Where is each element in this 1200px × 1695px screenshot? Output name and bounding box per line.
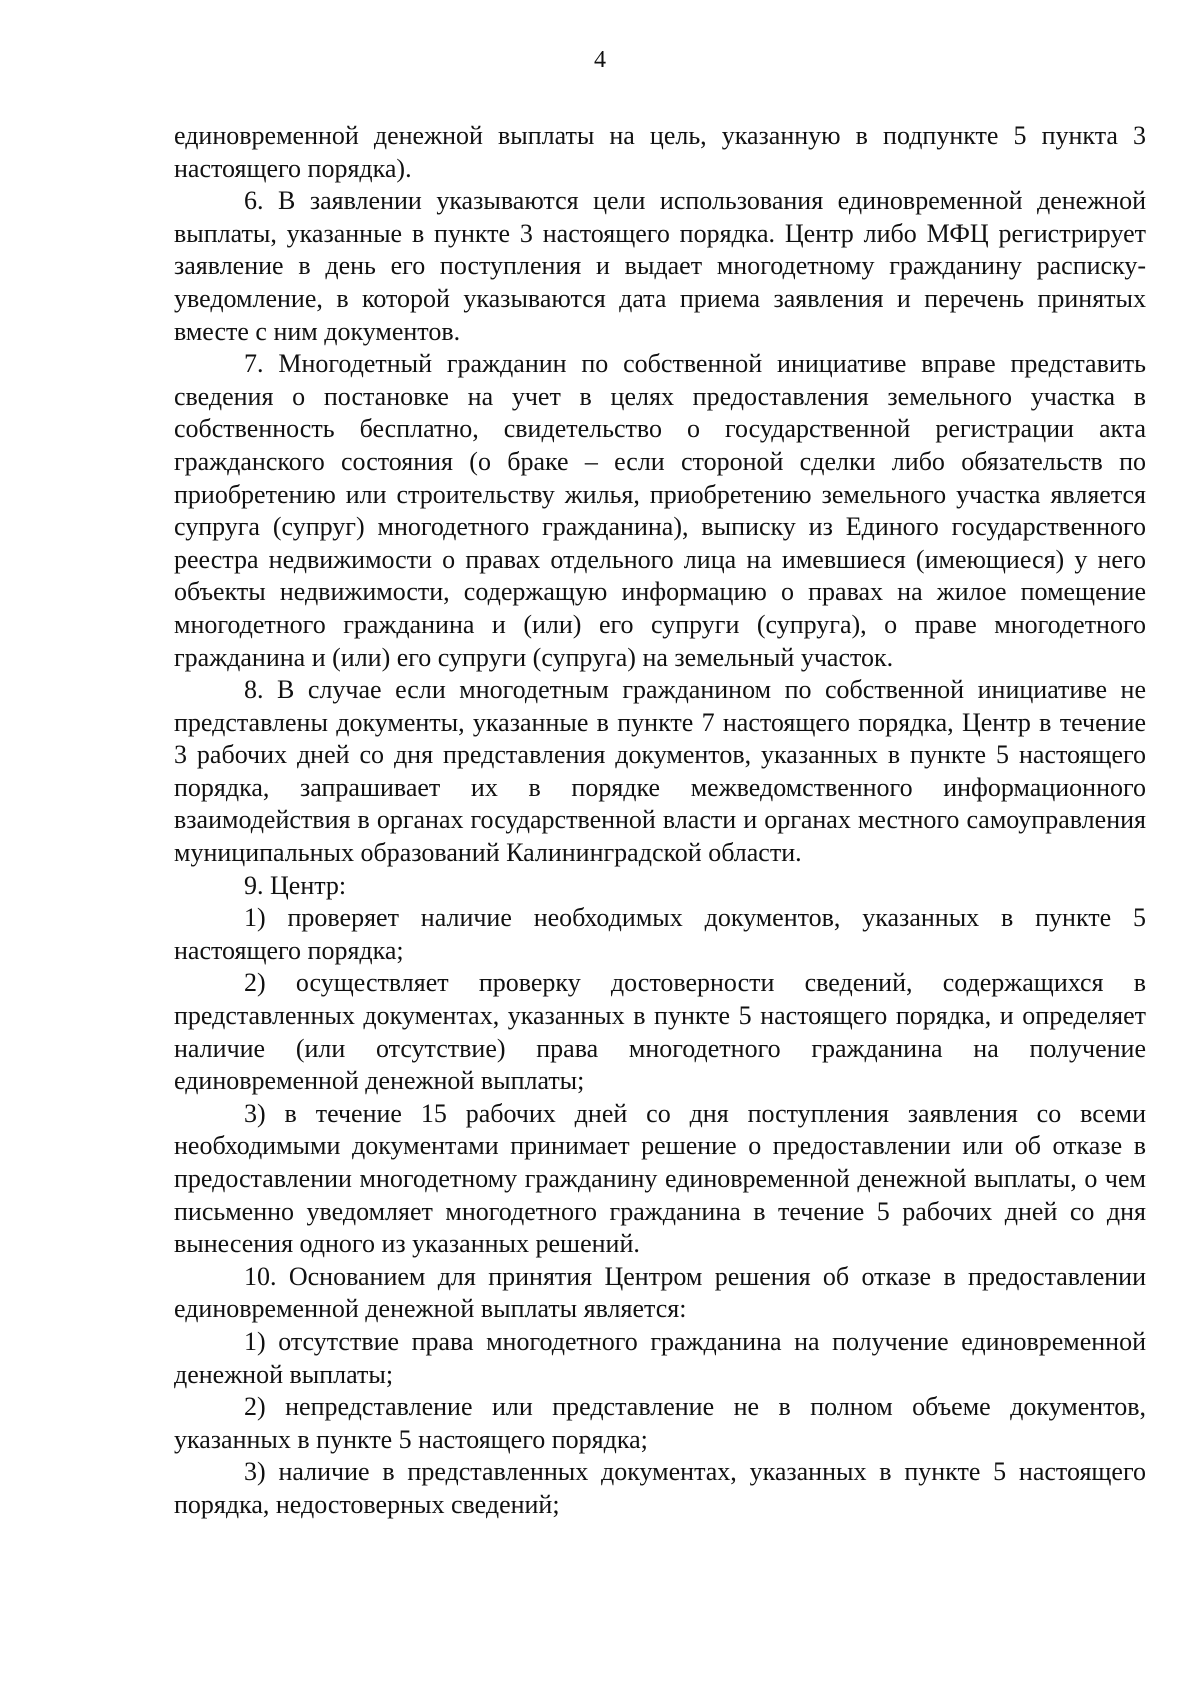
paragraph-item-6: 6. В заявлении указываются цели использования единовременной денежной выплаты, указанные в пункте 3 настоящего порядка. Центр либо МФЦ регистрирует заявление в день его поступления и выдает многодетному гражданину расписку-уведомление, в которой указываются дата приема заявления и перечень принятых вместе с ним документов.	[174, 186, 1146, 346]
paragraph-item-10-sub-3: 3) наличие в представленных документах, указанных в пункте 5 настоящего порядка, недостоверных сведений;	[174, 1457, 1146, 1519]
paragraph-item-9-sub-3: 3) в течение 15 рабочих дней со дня поступления заявления со всеми необходимыми документами принимает решение о предоставлении или об отказе в предоставлении многодетному гражданину единовременной денежной выплаты, о чем письменно уведомляет многодетного гражданина в течение 5 рабочих дней со дня вынесения одного из указанных решений.	[174, 1098, 1146, 1259]
paragraph-continuation: единовременной денежной выплаты на цель, указанную в подпункте 5 пункта 3 настоящего порядка).	[174, 121, 1146, 183]
paragraph-item-9: 9. Центр:	[244, 870, 347, 900]
paragraph-item-9-sub-1: 1) проверяет наличие необходимых документов, указанных в пункте 5 настоящего порядка;	[174, 903, 1146, 965]
document-body	[174, 120, 1146, 1522]
paragraph-item-10-sub-1: 1) отсутствие права многодетного гражданина на получение единовременной денежной выплаты;	[174, 1326, 1146, 1389]
paragraph-item-8: 8. В случае если многодетным гражданином по собственной инициативе не представлены документы, указанные в пункте 7 настоящего порядка, Центр в течение 3 рабочих дней со дня представления документов, указанных в пункте 5 настоящего порядка, запрашивает их в порядке межведомственного информационного взаимодействия в органах государственной власти и органах местного самоуправления муниципальных образований Калининградской области.	[174, 675, 1146, 868]
paragraph-item-7: 7. Многодетный гражданин по собственной инициативе вправе представить сведения о постановке на учет в целях предоставления земельного участка в собственность бесплатно, свидетельство о государственной регистрации акта гражданского состояния (о браке – если стороной сделки либо обязательств по приобретению или строительству жилья, приобретению земельного участка является супруга (супруг) многодетного гражданина), выписку из Единого государственного реестра недвижимости о правах отдельного лица на имевшиеся (имеющиеся) у него объекты недвижимости, содержащую информацию о правах на жилое помещение многодетного гражданина и (или) его супруги (супруга), о праве многодетного гражданина и (или) его супруги (супруга) на земельный участок.	[174, 349, 1146, 672]
paragraph-item-9-sub-2: 2) осуществляет проверку достоверности сведений, содержащихся в представленных документах, указанных в пункте 5 настоящего порядка, и определяет наличие (или отсутствие) права многодетного гражданина на получение единовременной денежной выплаты;	[174, 968, 1146, 1096]
paragraph-item-10-sub-2: 2) непредставление или представление не в полном объеме документов, указанных в пункте 5 настоящего порядка;	[174, 1392, 1146, 1454]
page-number: 4	[594, 47, 606, 73]
paragraph-item-10: 10. Основанием для принятия Центром решения об отказе в предоставлении единовременной денежной выплаты является:	[174, 1261, 1146, 1324]
